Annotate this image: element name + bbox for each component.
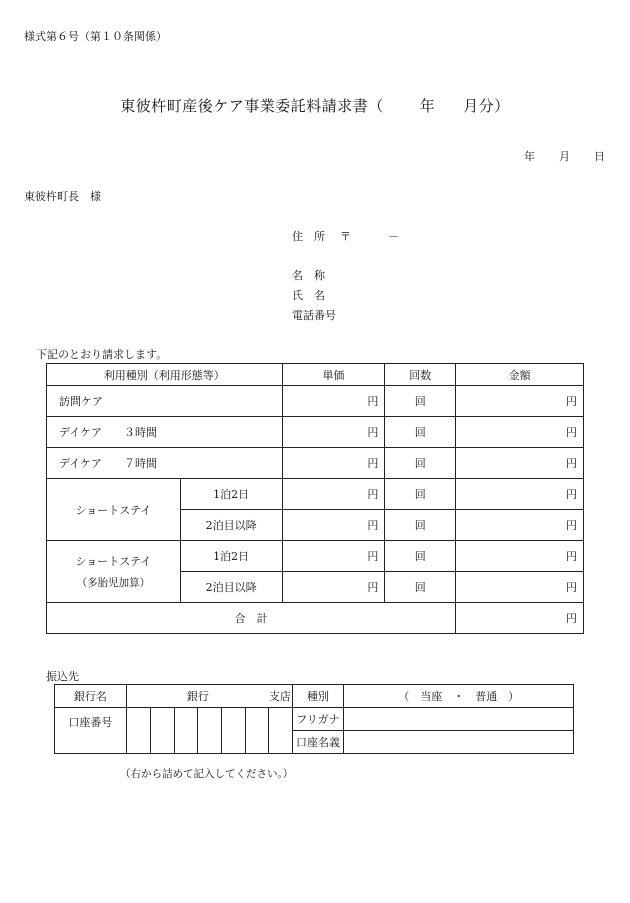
document-title: [0, 95, 630, 116]
bank-row: [55, 685, 574, 708]
amount-cell[interactable]: 円: [456, 479, 584, 510]
title-year: 年: [419, 97, 436, 115]
furigana-field[interactable]: [344, 708, 574, 731]
header-amount: 金額: [456, 364, 584, 386]
row-total: [47, 603, 584, 634]
unit-price-cell[interactable]: 円: [282, 417, 385, 448]
amount-cell[interactable]: 円: [456, 386, 584, 417]
date-year: 年: [524, 150, 535, 163]
count-cell[interactable]: 回: [385, 417, 456, 448]
name-label: 名 称: [292, 269, 325, 282]
account-digit-box[interactable]: [197, 708, 221, 754]
unit-price-cell[interactable]: 円: [282, 386, 385, 417]
account-digit-box[interactable]: [245, 708, 268, 754]
label-visit-care: 訪問ケア: [47, 386, 283, 417]
title-main: 東彼杵町産後ケア事業委託料請求書（: [120, 97, 384, 115]
unit-price-cell[interactable]: 円: [282, 479, 385, 510]
unit-price-cell[interactable]: 円: [282, 448, 385, 479]
account-digit-box[interactable]: [268, 708, 292, 754]
count-cell[interactable]: 回: [385, 510, 456, 541]
amount-cell[interactable]: 円: [456, 448, 584, 479]
usage-table: [46, 363, 584, 634]
account-holder-label: 口座名義: [292, 731, 344, 754]
date-line: [524, 148, 605, 164]
account-digit-box[interactable]: [221, 708, 245, 754]
total-label: 合 計: [47, 603, 456, 634]
transfer-label: 振込先: [46, 670, 79, 683]
bank-name-label: 銀行名: [55, 685, 127, 708]
label-short-stay-multi: [47, 541, 181, 603]
header-count: 回数: [385, 364, 456, 386]
account-holder-field[interactable]: [344, 731, 574, 754]
account-digit-box[interactable]: [150, 708, 174, 754]
label-short-stay: ショートステイ: [47, 479, 181, 541]
fill-note: （右から詰めて記入してください。）: [120, 768, 294, 780]
row-day-care-7h: [47, 448, 584, 479]
form-number: 様式第６号（第１０条関係）: [24, 30, 167, 43]
unit-price-cell[interactable]: 円: [282, 541, 385, 572]
amount-cell[interactable]: 円: [456, 572, 584, 603]
label-day-care-7h: デイケア ７時間: [47, 448, 283, 479]
bank-table: [54, 684, 574, 754]
count-cell[interactable]: 回: [385, 479, 456, 510]
label-2nd-night: 2泊目以降: [180, 510, 282, 541]
branch-suffix: 支店: [268, 690, 291, 703]
short-stay-multi-title: ショートステイ: [75, 555, 152, 568]
bank-suffix: 銀行: [186, 690, 209, 703]
row-short-stay-multi-1: [47, 541, 584, 572]
bank-branch-field[interactable]: [126, 685, 292, 708]
label-1-night: 1泊2日: [180, 479, 282, 510]
account-digit-box[interactable]: [174, 708, 197, 754]
date-day: 日: [594, 150, 605, 163]
account-type-options[interactable]: （ 当座 ・ 普通 ）: [344, 685, 574, 708]
furigana-label: フリガナ: [292, 708, 344, 731]
row-visit-care: [47, 386, 584, 417]
amount-cell[interactable]: 円: [456, 417, 584, 448]
count-cell[interactable]: 回: [385, 541, 456, 572]
total-amount-cell[interactable]: 円: [456, 603, 584, 634]
postal-mark: 〒: [340, 230, 351, 243]
count-cell[interactable]: 回: [385, 386, 456, 417]
person-label: 氏 名: [292, 289, 325, 302]
count-cell[interactable]: 回: [385, 448, 456, 479]
date-month: 月: [559, 150, 570, 163]
usage-header-row: [47, 364, 584, 386]
title-month: 月分）: [463, 97, 510, 115]
amount-cell[interactable]: 円: [456, 541, 584, 572]
row-day-care-3h: [47, 417, 584, 448]
address-row: [292, 228, 399, 244]
account-number-label: 口座番号: [55, 708, 127, 754]
account-type-label: 種別: [292, 685, 344, 708]
label-1-night: 1泊2日: [180, 541, 282, 572]
label-2nd-night: 2泊目以降: [180, 572, 282, 603]
header-unit-price: 単価: [282, 364, 385, 386]
address-label: 住 所: [292, 230, 325, 243]
count-cell[interactable]: 回: [385, 572, 456, 603]
phone-label: 電話番号: [292, 309, 336, 322]
intro-text: 下記のとおり請求します。: [36, 348, 168, 361]
label-day-care-3h: デイケア ３時間: [47, 417, 283, 448]
row-short-stay-1: [47, 479, 584, 510]
unit-price-cell[interactable]: 円: [282, 572, 385, 603]
amount-cell[interactable]: 円: [456, 510, 584, 541]
recipient: 東彼杵町長 様: [24, 190, 101, 203]
postal-dash: －: [388, 230, 399, 243]
unit-price-cell[interactable]: 円: [282, 510, 385, 541]
multi-birth-note: （多胎児加算）: [76, 577, 151, 589]
header-type: 利用種別（利用形態等）: [47, 364, 283, 386]
account-number-row-1: [55, 708, 574, 731]
account-digit-box[interactable]: [126, 708, 150, 754]
